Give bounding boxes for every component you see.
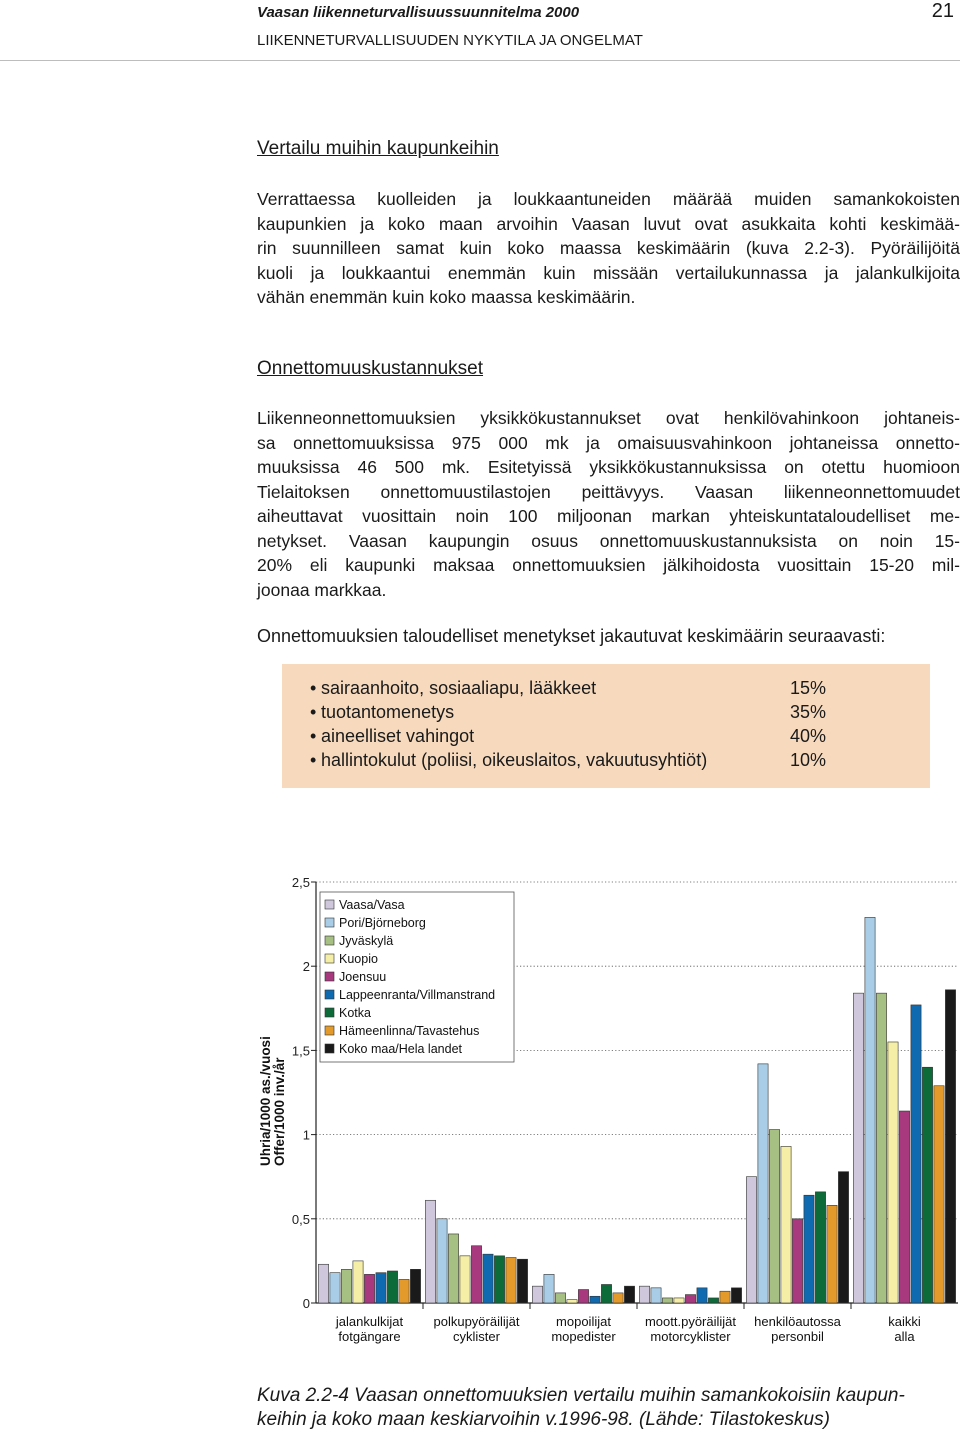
bar bbox=[651, 1288, 661, 1303]
x-category-label: mopoilijat bbox=[556, 1314, 611, 1329]
paragraph-line: Tielaitoksen onnettomuustilastojen peittävyys. Vaasan liikenneonnettomuudet bbox=[257, 481, 960, 502]
bar bbox=[911, 1005, 921, 1303]
bar bbox=[353, 1261, 363, 1303]
x-category-label: alla bbox=[894, 1329, 915, 1344]
legend-label: Lappeenranta/Villmanstrand bbox=[339, 988, 496, 1002]
bar bbox=[708, 1298, 718, 1303]
legend-label: Jyväskylä bbox=[339, 934, 394, 948]
legend-label: Pori/Björneborg bbox=[339, 916, 426, 930]
bar bbox=[674, 1298, 684, 1303]
legend-swatch bbox=[325, 954, 334, 963]
bar bbox=[506, 1258, 516, 1303]
paragraph-line: 20% eli kaupunki maksaa onnettomuuksien jälkihoidosta vuosittain 15-20 mil- bbox=[257, 555, 960, 575]
x-category-label: cyklister bbox=[453, 1329, 500, 1344]
cost-breakdown-box bbox=[282, 664, 930, 788]
paragraph-line: muuksissa 46 500 mk. Esitetyissä yksikkökustannuksissa on otettu huomioon bbox=[257, 457, 960, 477]
bar bbox=[838, 1172, 848, 1303]
legend-swatch bbox=[325, 990, 334, 999]
bar bbox=[330, 1273, 340, 1303]
bar bbox=[601, 1284, 611, 1303]
bar bbox=[425, 1200, 435, 1303]
bar bbox=[888, 1042, 898, 1303]
cost-item-percent: 40% bbox=[790, 726, 827, 746]
bar bbox=[494, 1256, 504, 1303]
bullet-icon: • bbox=[310, 678, 317, 698]
bar bbox=[460, 1256, 470, 1303]
cost-item-percent: 10% bbox=[790, 750, 827, 770]
x-category-label: fotgängare bbox=[338, 1329, 401, 1344]
legend-label: Vaasa/Vasa bbox=[339, 898, 405, 912]
document-title: Vaasan liikenneturvallisuussuunnitelma 2000 bbox=[257, 4, 580, 21]
bar bbox=[792, 1219, 802, 1303]
bar bbox=[448, 1234, 458, 1303]
bar bbox=[865, 917, 875, 1303]
bar bbox=[758, 1064, 768, 1303]
bullet-icon: • bbox=[310, 702, 317, 722]
paragraph-line: vähän enemmän kuin koko maassa keskimäärin. bbox=[257, 287, 636, 307]
bar bbox=[532, 1286, 542, 1303]
bar bbox=[567, 1300, 577, 1303]
figure-caption bbox=[257, 1384, 960, 1432]
legend-swatch bbox=[325, 1044, 334, 1053]
page-number: 21 bbox=[931, 0, 954, 22]
bar bbox=[697, 1288, 707, 1303]
paragraph-line: rin suunnilleen samat kuin koko maassa keskimäärin (kuva 2.2-3). Pyöräilijöitä bbox=[257, 238, 960, 258]
header-divider bbox=[0, 60, 960, 61]
legend-swatch bbox=[325, 900, 334, 909]
bar bbox=[876, 993, 886, 1303]
bar bbox=[827, 1205, 837, 1303]
bar bbox=[578, 1290, 588, 1303]
cost-item-label: sairaanhoito, sosiaaliapu, lääkkeet bbox=[321, 678, 597, 698]
paragraph-line: Verrattaessa kuolleiden ja loukkaantuneiden määrää muiden samankokoisten bbox=[257, 189, 960, 209]
bar bbox=[853, 993, 863, 1303]
bar bbox=[746, 1177, 756, 1303]
x-category-label: mopedister bbox=[551, 1329, 616, 1344]
cost-item-label: hallintokulut (poliisi, oikeuslaitos, vakuutusyhtiöt) bbox=[321, 750, 708, 770]
y-axis-label: Uhria/1000 as./vuosi bbox=[258, 1036, 273, 1166]
bar bbox=[934, 1086, 944, 1303]
bar-chart bbox=[0, 860, 960, 1360]
legend-swatch bbox=[325, 918, 334, 927]
x-category-label: polkupyöräilijät bbox=[433, 1314, 520, 1329]
bar bbox=[483, 1254, 493, 1303]
y-axis-label: Offer/1000 inv./år bbox=[272, 1057, 287, 1166]
x-category-label: jalankulkijat bbox=[335, 1314, 404, 1329]
legend-swatch bbox=[325, 972, 334, 981]
bar bbox=[399, 1279, 409, 1303]
legend-label: Kuopio bbox=[339, 952, 378, 966]
paragraph-line: kaupunkien ja koko maan arvoihin Vaasan luvut ovat asukkaita kohti keskimää- bbox=[257, 213, 960, 234]
bar bbox=[471, 1246, 481, 1303]
legend-swatch bbox=[325, 1026, 334, 1035]
bar bbox=[662, 1298, 672, 1303]
y-tick-label: 1 bbox=[302, 1127, 310, 1143]
bar bbox=[624, 1286, 634, 1303]
y-tick-label: 2,5 bbox=[291, 875, 310, 890]
y-tick-label: 0,5 bbox=[291, 1211, 310, 1227]
bar bbox=[437, 1219, 447, 1303]
paragraph-line: netykset. Vaasan kaupungin osuus onnettomuuskustannuksista on noin 15- bbox=[257, 530, 960, 551]
section-heading-comparison: Vertailu muihin kaupunkeihin bbox=[257, 138, 499, 159]
cost-item-percent: 15% bbox=[790, 678, 827, 698]
casualty-comparison-chart bbox=[0, 860, 960, 1360]
bar bbox=[318, 1264, 328, 1303]
y-tick-label: 2 bbox=[302, 959, 310, 975]
cost-item-label: aineelliset vahingot bbox=[321, 726, 475, 746]
bar bbox=[364, 1274, 374, 1303]
bullet-icon: • bbox=[310, 750, 317, 770]
bar bbox=[781, 1146, 791, 1303]
cost-item-label: tuotantomenetys bbox=[321, 702, 455, 722]
section-heading-costs: Onnettomuuskustannukset bbox=[257, 358, 484, 379]
paragraph-line: sa onnettomuuksissa 975 000 mk ja omaisuusvahinkoon johtaneissa onnetto- bbox=[257, 432, 960, 453]
bar bbox=[804, 1195, 814, 1303]
legend-swatch bbox=[325, 1008, 334, 1017]
bar bbox=[899, 1111, 909, 1303]
legend-label: Koko maa/Hela landet bbox=[339, 1042, 462, 1056]
paragraph-line: Liikenneonnettomuuksien yksikkökustannukset ovat henkilövahinkoon johtaneis- bbox=[257, 408, 960, 428]
y-tick-label: 1,5 bbox=[291, 1043, 310, 1059]
bar bbox=[387, 1271, 397, 1303]
x-category-label: motorcyklister bbox=[650, 1329, 731, 1344]
legend-label: Hämeenlinna/Tavastehus bbox=[339, 1024, 480, 1038]
bar bbox=[410, 1269, 420, 1303]
bar bbox=[720, 1291, 730, 1303]
bar bbox=[376, 1273, 386, 1303]
paragraph-line: joonaa markkaa. bbox=[257, 579, 387, 600]
caption-line: keihin ja koko maan keskiarvoihin v.1996-98. (Lähde: Tilastokeskus) bbox=[257, 1409, 830, 1430]
y-tick-label: 0 bbox=[302, 1296, 310, 1311]
bar bbox=[639, 1286, 649, 1303]
legend-label: Kotka bbox=[339, 1006, 371, 1020]
paragraph-comparison bbox=[257, 187, 960, 310]
bar bbox=[590, 1296, 600, 1303]
cost-breakdown-intro: Onnettomuuksien taloudelliset menetykset jakautuvat keskimäärin seuraavasti: bbox=[257, 626, 886, 646]
bar bbox=[517, 1259, 527, 1303]
paragraph-costs bbox=[257, 406, 960, 602]
chapter-title: LIIKENNETURVALLISUUDEN NYKYTILA JA ONGELMAT bbox=[257, 32, 643, 49]
bar bbox=[769, 1130, 779, 1303]
bar bbox=[613, 1293, 623, 1303]
legend-label: Joensuu bbox=[339, 970, 387, 984]
caption-line: Kuva 2.2-4 Vaasan onnettomuuksien vertailu muihin samankokoisiin kaupun- bbox=[257, 1385, 905, 1406]
x-category-label: henkilöautossa bbox=[754, 1314, 841, 1329]
bar bbox=[555, 1293, 565, 1303]
bar bbox=[731, 1288, 741, 1303]
bullet-icon: • bbox=[310, 726, 317, 746]
bar bbox=[945, 990, 955, 1303]
x-category-label: moott.pyöräilijät bbox=[644, 1314, 737, 1329]
bar bbox=[922, 1067, 932, 1303]
bar bbox=[815, 1192, 825, 1303]
paragraph-line: kuoli ja loukkaantui enemmän kuin missään vertailukunnassa ja jalankulkijoita bbox=[257, 262, 960, 283]
bar bbox=[685, 1295, 695, 1303]
bar bbox=[544, 1274, 554, 1303]
legend-swatch bbox=[325, 936, 334, 945]
x-category-label: personbil bbox=[771, 1329, 824, 1344]
x-category-label: kaikki bbox=[888, 1314, 921, 1329]
paragraph-line: aiheuttavat vuosittain noin 100 miljoonan markan yhteiskuntataloudelliset me- bbox=[257, 506, 960, 526]
bar bbox=[341, 1269, 351, 1303]
cost-item-percent: 35% bbox=[790, 702, 827, 722]
